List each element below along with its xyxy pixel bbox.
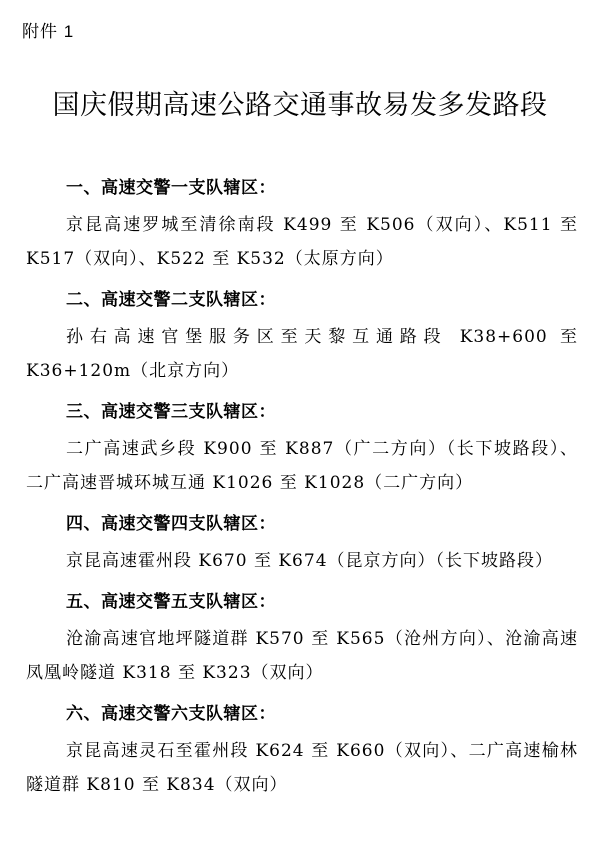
- section-2: [26, 280, 578, 388]
- section-list: [26, 168, 578, 806]
- section-heading: 三、高速交警三支队辖区：: [66, 402, 276, 422]
- section-1: [26, 168, 578, 276]
- section-heading: 一、高速交警一支队辖区：: [66, 178, 276, 198]
- section-heading: 五、高速交警五支队辖区：: [66, 592, 276, 612]
- section-3: [26, 392, 578, 500]
- section-6: [26, 694, 578, 802]
- section-5: [26, 582, 578, 690]
- section-body: 沧渝高速官地坪隧道群 K570 至 K565（沧州方向）、沧渝高速凤凰岭隧道 K318 至 K323（双向）: [26, 629, 578, 683]
- section-4: [26, 504, 578, 578]
- document-title: 国庆假期高速公路交通事故易发多发路段: [52, 90, 548, 121]
- section-body: 京昆高速霍州段 K670 至 K674（昆京方向）（长下坡路段）: [66, 551, 554, 571]
- section-body: 二广高速武乡段 K900 至 K887（广二方向）（长下坡路段）、二广高速晋城环城互通 K1026 至 K1028（二广方向）: [26, 439, 578, 493]
- section-heading: 四、高速交警四支队辖区：: [66, 514, 276, 534]
- section-body: 京昆高速灵石至霍州段 K624 至 K660（双向）、二广高速榆林隧道群 K810 至 K834（双向）: [26, 741, 578, 795]
- section-heading: 六、高速交警六支队辖区：: [66, 704, 276, 724]
- section-heading: 二、高速交警二支队辖区：: [66, 290, 276, 310]
- section-body: 孙右高速官堡服务区至天黎互通路段 K38+600 至 K36+120m（北京方向）: [26, 327, 578, 381]
- section-body: 京昆高速罗城至清徐南段 K499 至 K506（双向）、K511 至 K517（双向）、K522 至 K532（太原方向）: [26, 215, 578, 269]
- attachment-label: 附件 1: [22, 22, 75, 41]
